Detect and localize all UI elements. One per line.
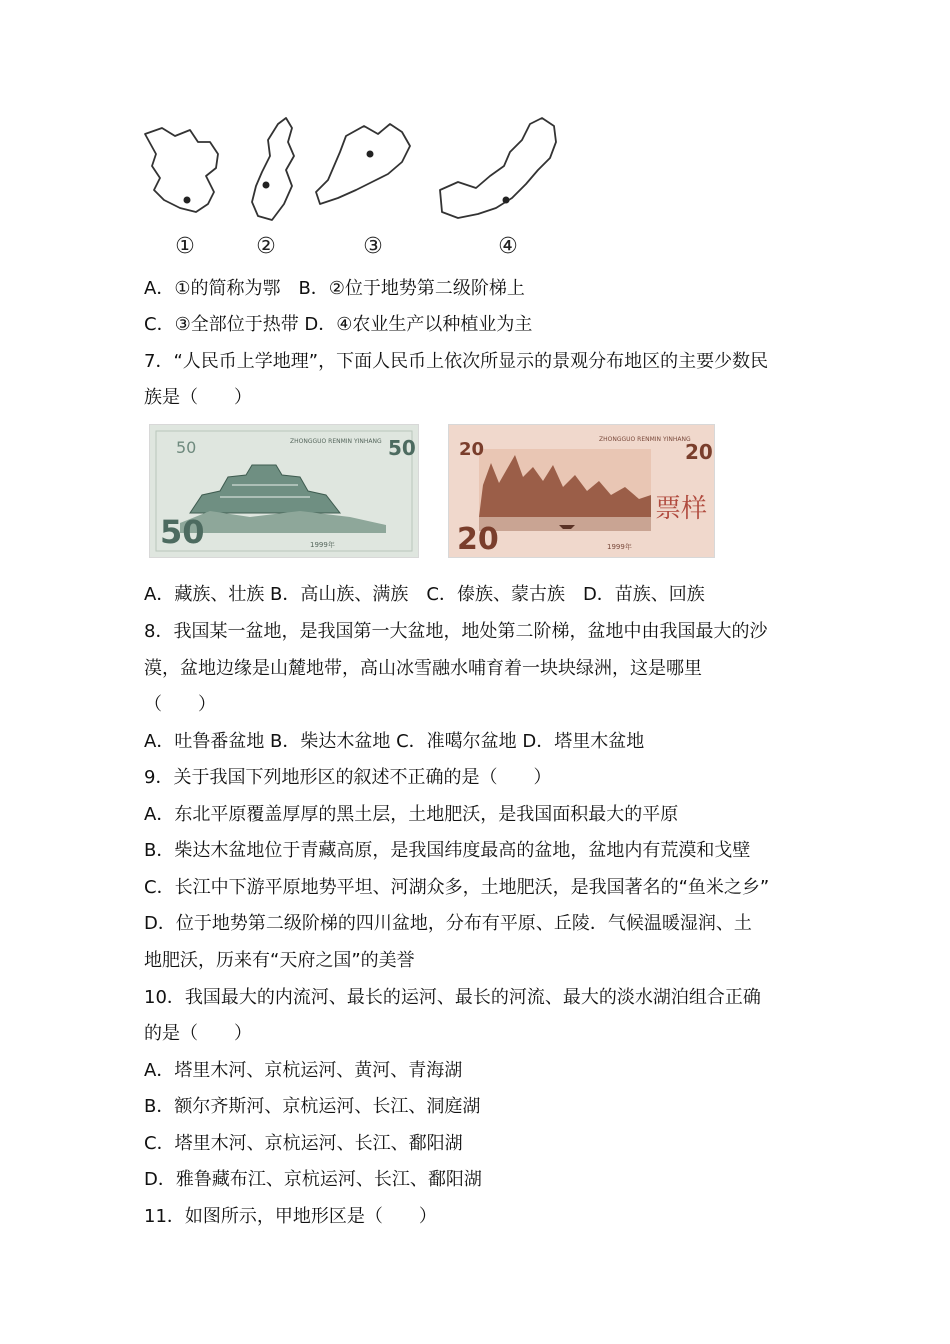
banknote-20-value-right: 20 — [685, 440, 713, 464]
province-outline-2 — [252, 118, 294, 220]
q9-option-b: B．柴达木盆地位于青藏高原，是我国纬度最高的盆地，盆地内有荒漠和戈壁 — [144, 840, 751, 861]
map-label-4: ④ — [498, 234, 518, 259]
q10-stem-line-1: 10．我国最大的内流河、最长的运河、最长的河流、最大的淡水湖泊组合正确 — [144, 987, 761, 1008]
q7-options: A．藏族、壮族 B．高山族、满族 C．傣族、蒙古族 D．苗族、回族 — [144, 584, 705, 605]
q9-option-d-line-2: 地肥沃，历来有“天府之国”的美誉 — [144, 950, 415, 971]
capital-dot-2 — [263, 182, 270, 189]
banknote-50-year: 1999年 — [310, 541, 335, 549]
province-maps-figure — [140, 112, 565, 262]
q7-stem-line-1: 7．“人民币上学地理”，下面人民币上依次所显示的景观分布地区的主要少数民 — [144, 351, 769, 372]
banknote-50-value-top: 50 — [176, 438, 197, 457]
banknote-50-header: ZHONGGUO RENMIN YINHANG — [290, 438, 382, 445]
q6-options-line-1: A．①的简称为鄂 B．②位于地势第二级阶梯上 — [144, 278, 525, 299]
banknote-20-value-top: 20 — [459, 439, 485, 460]
banknote-50-value-right: 50 — [388, 436, 416, 460]
map-label-2: ② — [256, 234, 276, 259]
province-outline-4 — [440, 118, 556, 218]
capital-dot-4 — [503, 197, 510, 204]
q7-stem-line-2: 族是（ ） — [144, 387, 252, 408]
banknote-20-year: 1999年 — [607, 543, 632, 551]
specimen-stamp: 票样 — [655, 494, 708, 524]
banknote-50-value-bottom: 50 — [160, 513, 205, 551]
banknote-20-value-bottom: 20 — [457, 522, 499, 557]
q10-option-d: D．雅鲁藏布江、京杭运河、长江、鄱阳湖 — [144, 1169, 482, 1190]
q10-stem-line-2: 的是（ ） — [144, 1023, 252, 1044]
q11-stem: 11．如图所示，甲地形区是（ ） — [144, 1206, 437, 1227]
q8-stem-line-3: （ ） — [144, 694, 216, 715]
q8-stem-line-2: 漠，盆地边缘是山麓地带，高山冰雪融水哺育着一块块绿洲，这是哪里 — [144, 658, 702, 679]
q8-options: A．吐鲁番盆地 B．柴达木盆地 C．准噶尔盆地 D．塔里木盆地 — [144, 731, 645, 752]
capital-dot-3 — [367, 151, 374, 158]
capital-dot-1 — [184, 197, 191, 204]
q10-option-c: C．塔里木河、京杭运河、长江、鄱阳湖 — [144, 1133, 463, 1154]
map-label-3: ③ — [363, 234, 383, 259]
banknote-20-image — [448, 424, 715, 558]
q9-option-d-line-1: D．位于地势第二级阶梯的四川盆地，分布有平原、丘陵．气候温暖湿润、土 — [144, 913, 752, 934]
province-outline-3 — [316, 124, 410, 204]
banknote-50-image — [149, 424, 419, 558]
q6-options-line-2: C．③全部位于热带 D．④农业生产以种植业为主 — [144, 314, 533, 335]
q10-option-b: B．额尔齐斯河、京杭运河、长江、洞庭湖 — [144, 1096, 481, 1117]
q9-stem: 9．关于我国下列地形区的叙述不正确的是（ ） — [144, 767, 552, 788]
map-label-1: ① — [175, 234, 195, 259]
banknote-20-header: ZHONGGUO RENMIN YINHANG — [599, 436, 691, 443]
q10-option-a: A．塔里木河、京杭运河、黄河、青海湖 — [144, 1060, 463, 1081]
q9-option-c: C．长江中下游平原地势平坦、河湖众多，土地肥沃，是我国著名的“鱼米之乡” — [144, 877, 770, 898]
q8-stem-line-1: 8．我国某一盆地，是我国第一大盆地，地处第二阶梯，盆地中由我国最大的沙 — [144, 621, 768, 642]
q9-option-a: A．东北平原覆盖厚厚的黑土层，土地肥沃，是我国面积最大的平原 — [144, 804, 679, 825]
province-outline-1 — [145, 128, 218, 212]
